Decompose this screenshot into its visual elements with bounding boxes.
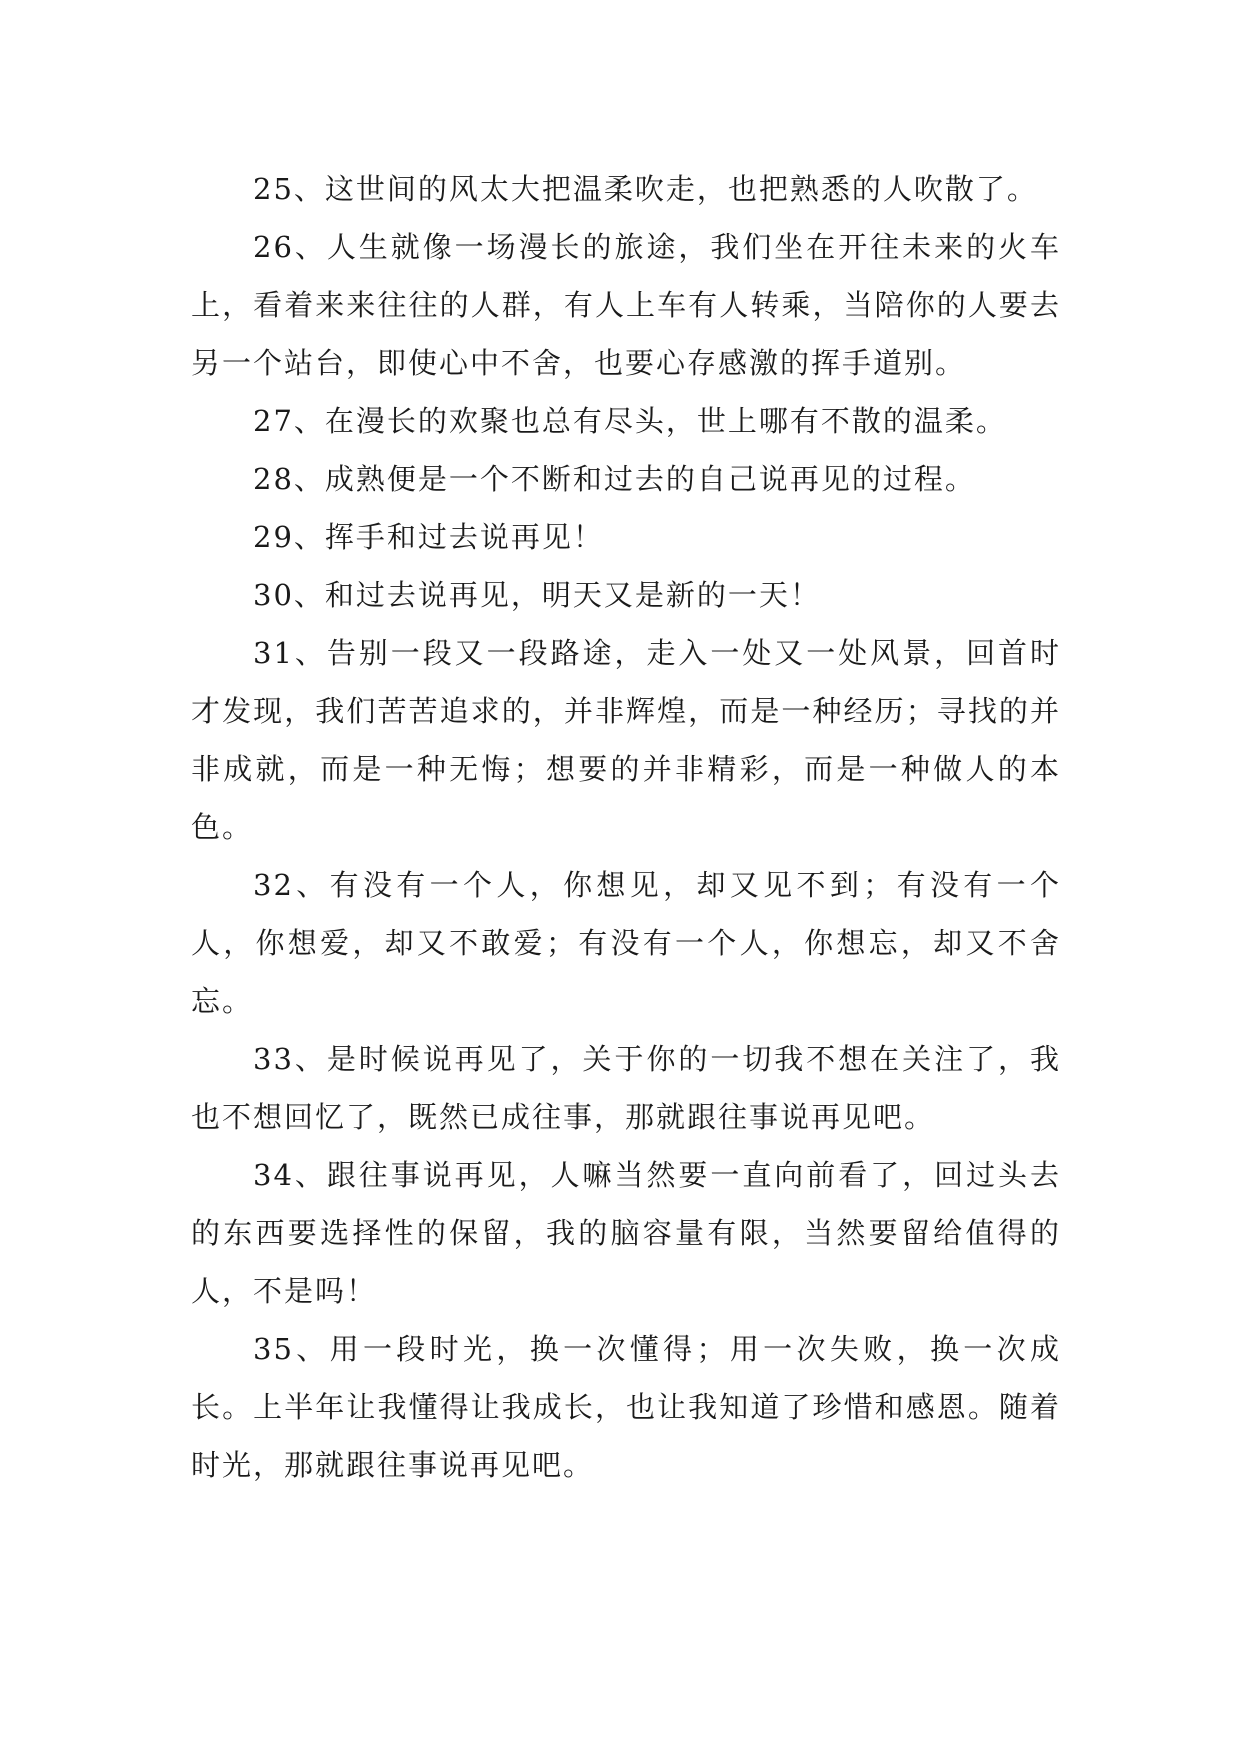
paragraph-27: 27、在漫长的欢聚也总有尽头，世上哪有不散的温柔。 [253,404,1007,438]
paragraph-30: 30、和过去说再见，明天又是新的一天！ [253,578,821,612]
document-body [191,160,1061,1494]
paragraph-34: 34、跟往事说再见，人嘛当然要一直向前看了，回过头去的东西要选择性的保留，我的脑容量有限，当然要留给值得的人，不是吗！ [191,1158,1061,1308]
paragraph-26: 26、人生就像一场漫长的旅途，我们坐在开往未来的火车上，看着来来往往的人群，有人上车有人转乘，当陪你的人要去另一个站台，即使心中不舍，也要心存感激的挥手道别。 [191,230,1061,380]
paragraph-31: 31、告别一段又一段路途，走入一处又一处风景，回首时才发现，我们苦苦追求的，并非辉煌，而是一种经历；寻找的并非成就，而是一种无悔；想要的并非精彩，而是一种做人的本色。 [191,636,1061,844]
paragraph-25: 25、这世间的风太大把温柔吹走，也把熟悉的人吹散了。 [253,172,1038,206]
paragraph-33: 33、是时候说再见了，关于你的一切我不想在关注了，我也不想回忆了，既然已成往事，那就跟往事说再见吧。 [191,1042,1061,1134]
paragraph-28: 28、成熟便是一个不断和过去的自己说再见的过程。 [253,462,976,496]
paragraph-35: 35、用一段时光，换一次懂得；用一次失败，换一次成长。上半年让我懂得让我成长，也让我知道了珍惜和感恩。随着时光，那就跟往事说再见吧。 [191,1332,1061,1482]
paragraph-29: 29、挥手和过去说再见！ [253,520,604,554]
paragraph-32: 32、有没有一个人，你想见，却又见不到；有没有一个人，你想爱，却又不敢爱；有没有一个人，你想忘，却又不舍忘。 [191,868,1061,1018]
